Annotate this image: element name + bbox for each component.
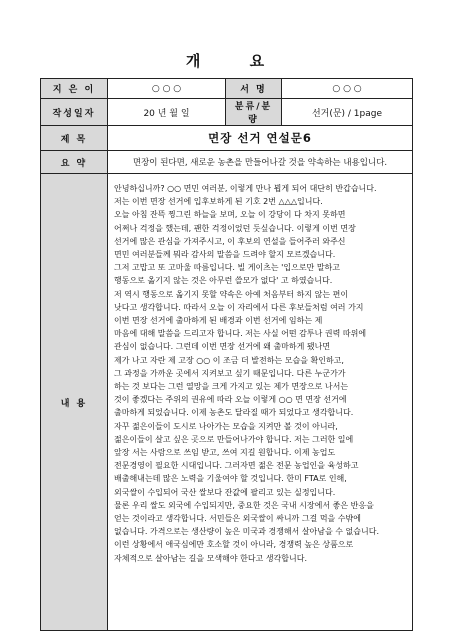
content-line: 전문경영이 필요한 시대입니다. 그러자면 젊은 전문 농업인을 육성하고 bbox=[114, 461, 359, 471]
content-text bbox=[114, 182, 406, 565]
content-line: 낫다고 생각합니다. 따라서 오늘 이 자리에서 다른 후보들처럼 여러 가지 bbox=[114, 302, 364, 312]
author-label: 지 은 이 bbox=[41, 79, 108, 99]
content-line: 마음에 대해 말씀을 드리고자 합니다. 저는 사실 어떤 감투나 권력 따위에 bbox=[114, 329, 367, 339]
summary-value: 면장이 된다면, 새로운 농촌을 만들어나갈 것을 약속하는 내용입니다. bbox=[108, 151, 413, 174]
category-value: 선거(문) / 1page bbox=[282, 99, 413, 126]
signature-value: ○ ○ ○ bbox=[282, 79, 413, 99]
signature-label: 서 명 bbox=[226, 79, 282, 99]
date-row bbox=[41, 99, 413, 126]
content-line: 행동으로 옮기지 않는 것은 아무런 쓸모가 없다' 고 하였습니다. bbox=[114, 276, 333, 286]
category-label: 분류/분량 bbox=[226, 99, 282, 126]
content-line: 앞장 서는 사람으로 쓰임 받고, 쓰여 지길 원합니다. 이제 농업도 bbox=[114, 448, 336, 458]
content-line: 얻는 것이라고 생각합니다. 서민들은 외국쌀이 싸니까 그걸 먹을 수밖에 bbox=[114, 514, 361, 524]
content-line: 안녕하십니까? ○○ 면민 여러분, 이렇게 만나 뵙게 되어 대단히 반갑습니다. bbox=[114, 184, 377, 193]
content-line: 오늘 아침 잔뜩 찡그린 하늘을 보며, 오늘 이 강당이 다 차지 못하면 bbox=[114, 210, 346, 220]
content-line: 출마하게 되었습니다. 이제 농촌도 달라질 때가 되었다고 생각합니다. bbox=[114, 408, 354, 418]
content-line: 것이 좋겠다는 주위의 권유에 따라 오늘 이렇게 ○○ 면 면장 선거에 bbox=[114, 395, 347, 405]
content-line: 외국쌀이 수입되어 국산 쌀보다 잔값에 팔리고 있는 실정입니다. bbox=[114, 487, 336, 497]
content-line: 배출해내는데 많은 노력을 기울여야 할 것입니다. 한미 FTA로 인해, bbox=[114, 474, 347, 484]
content-line: 이런 상황에서 애국심에만 호소할 것이 아니라, 경쟁력 높은 상품으로 bbox=[114, 540, 354, 550]
content-line: 젊은이들이 살고 싶은 곳으로 만들어나가야 합니다. 저는 그러한 일에 bbox=[114, 434, 354, 444]
subject-row bbox=[41, 126, 413, 151]
content-line: 자체적으로 살아남는 길을 모색해야 한다고 생각합니다. bbox=[114, 553, 307, 563]
subject-label: 제 목 bbox=[41, 126, 108, 151]
content-body bbox=[108, 174, 413, 631]
document-title: 개 요 bbox=[185, 52, 287, 70]
content-line: 그 과정을 가까운 곳에서 지켜보고 싶기 때문입니다. 다른 누군가가 bbox=[114, 368, 346, 378]
date-label: 작성일자 bbox=[41, 99, 108, 126]
content-line: 관심이 없습니다. 그런데 이번 면장 선거에 왜 출마하게 됐나면 bbox=[114, 342, 331, 352]
date-value: 20 년 월 일 bbox=[108, 99, 226, 126]
content-label: 내 용 bbox=[41, 174, 108, 631]
author-value: ○ ○ ○ bbox=[108, 79, 226, 99]
author-row bbox=[41, 79, 413, 99]
subject-value: 면장 선거 연설문6 bbox=[108, 126, 413, 151]
content-line: 없습니다. 가격으로는 생산량이 높은 미국과 경쟁해서 살아남을 수 없습니다. bbox=[114, 527, 379, 537]
summary-row bbox=[41, 151, 413, 174]
content-line: 선거에 많은 관심을 가져주시고, 이 후보의 연설을 들어주러 와주신 bbox=[114, 236, 346, 246]
content-line: 이번 면장 선거에 출마하게 된 배경과 이번 선거에 임하는 제 bbox=[114, 316, 323, 326]
content-line: 하는 것 보다는 그런 열망을 크게 가지고 있는 제가 면장으로 나서는 bbox=[114, 382, 349, 392]
content-line: 면민 여러분들께 뭐라 감사의 말씀을 드려야 할지 모르겠습니다. bbox=[114, 250, 336, 260]
content-line: 저는 이번 면장 선거에 입후보하게 된 기호 2번 △△△입니다. bbox=[114, 197, 323, 207]
summary-label: 요 약 bbox=[41, 151, 108, 174]
content-line: 제가 나고 자란 제 고장 ○○ 이 조금 더 발전하는 모습을 확인하고, bbox=[114, 355, 344, 365]
content-row bbox=[41, 174, 413, 631]
content-line: 저 역시 행동으로 옮기지 못할 약속은 아예 처음부터 하지 않는 편이 bbox=[114, 289, 349, 299]
content-line: 자꾸 젊은이들이 도시로 나아가는 모습을 지켜만 볼 것이 아니라, bbox=[114, 421, 338, 431]
content-line: 어쩌나 걱정을 했는데, 괜한 걱정이었던 듯싶습니다. 이렇게 이번 면장 bbox=[114, 223, 356, 233]
overview-form-table bbox=[40, 78, 413, 631]
content-line: 그저 고맙고 또 고마울 따름입니다. 빌 게이츠는 '입으로만 말하고 bbox=[114, 263, 341, 273]
content-line: 물론 우리 쌀도 외국에 수입되지만, 중요한 것은 국내 시장에서 좋은 반응을 bbox=[114, 500, 374, 510]
